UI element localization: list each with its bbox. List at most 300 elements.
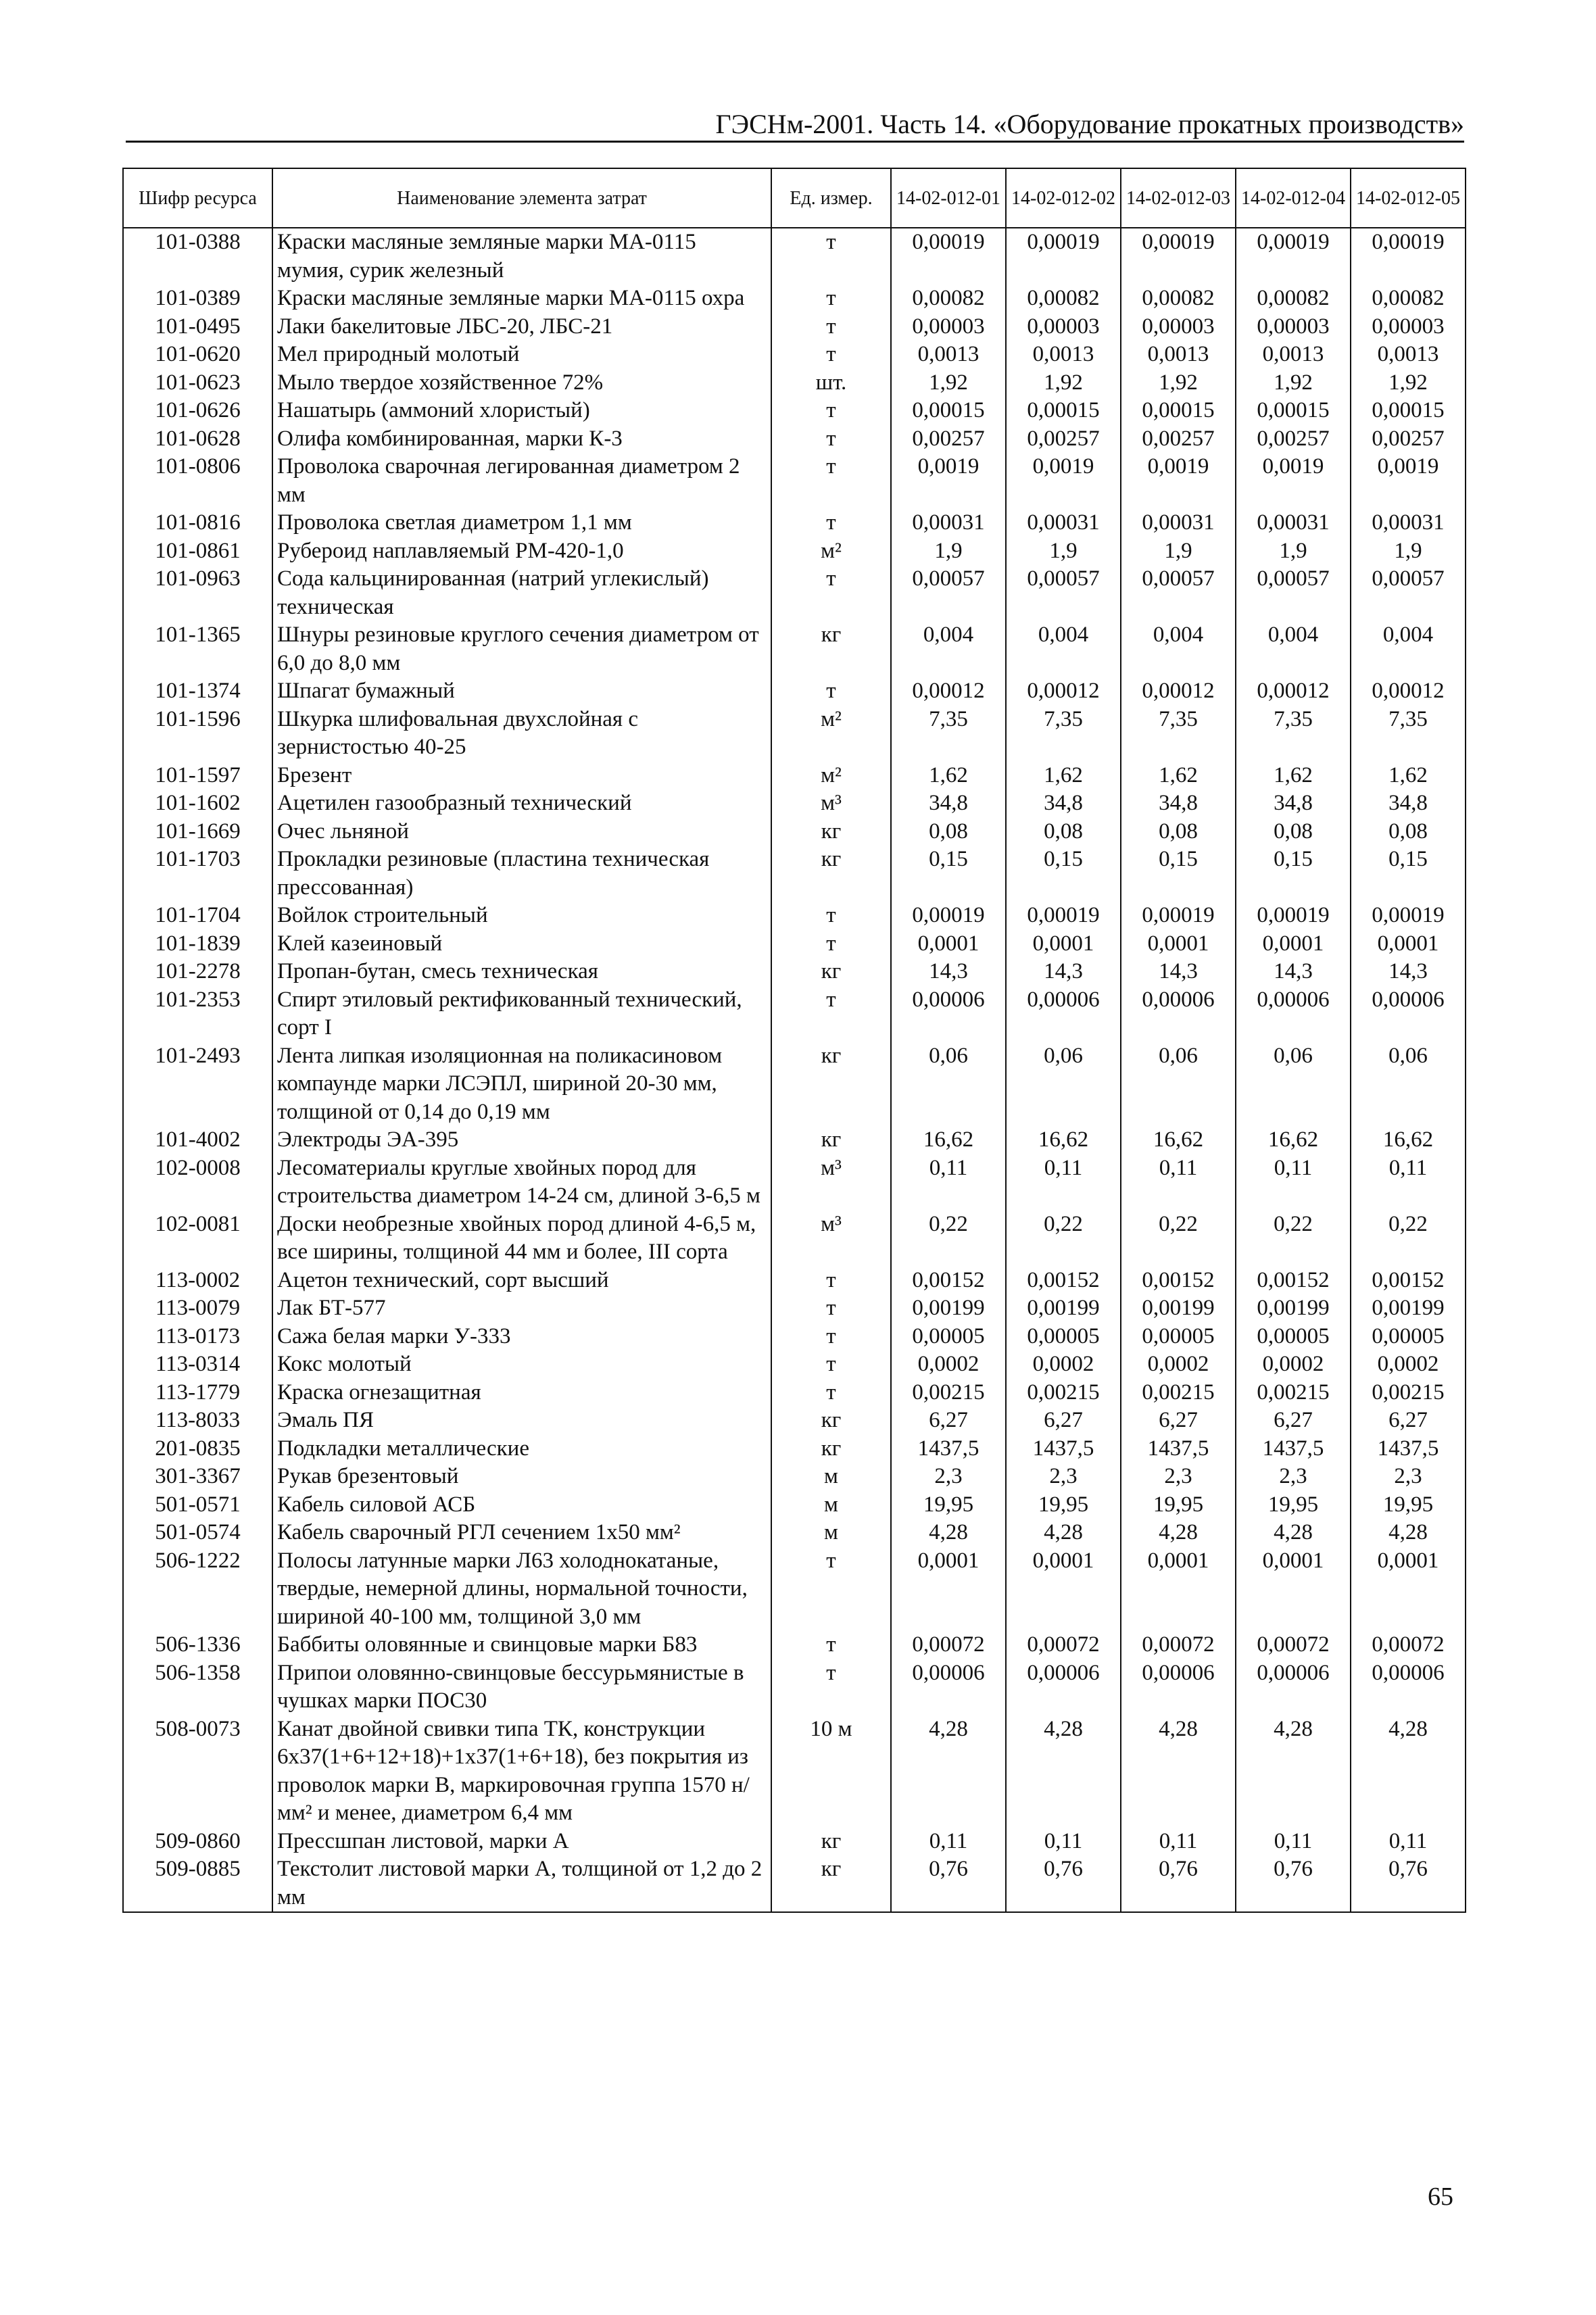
norm-value-cell: 14,3 — [1006, 958, 1121, 986]
resource-name-cell: Краски масляные земляные марки МА-0115 мумия, сурик железный — [272, 228, 771, 285]
norm-value-cell: 0,00031 — [1006, 509, 1121, 537]
norm-value-cell: 0,00019 — [1236, 902, 1351, 930]
column-header-norm: 14-02-012-02 — [1006, 168, 1121, 228]
running-header: ГЭСНм-2001. Часть 14. «Оборудование прокатных производств» — [715, 109, 1464, 139]
unit-cell: кг — [771, 1407, 891, 1435]
table-body — [123, 228, 1466, 1912]
norm-value-cell: 0,00019 — [891, 902, 1006, 930]
resource-code-cell: 509-0860 — [123, 1828, 272, 1856]
unit-cell: т — [771, 425, 891, 454]
norm-value-cell: 2,3 — [1351, 1463, 1466, 1491]
norm-value-cell: 0,00257 — [1121, 425, 1236, 454]
norm-value-cell: 34,8 — [1121, 789, 1236, 818]
resource-name-cell: Кабель сварочный РГЛ сечением 1х50 мм² — [272, 1519, 771, 1547]
unit-cell: кг — [771, 1828, 891, 1856]
table-row — [123, 1463, 1466, 1491]
norm-value-cell: 0,00006 — [891, 1659, 1006, 1715]
norm-value-cell: 0,00005 — [891, 1323, 1006, 1351]
table-row — [123, 1211, 1466, 1267]
norm-value-cell: 1,9 — [1351, 537, 1466, 566]
norm-value-cell: 6,27 — [1006, 1407, 1121, 1435]
norm-value-cell: 0,15 — [891, 846, 1006, 902]
table-row — [123, 1547, 1466, 1632]
norm-value-cell: 4,28 — [1351, 1715, 1466, 1828]
norm-value-cell: 1,62 — [1236, 762, 1351, 790]
norm-value-cell: 14,3 — [891, 958, 1006, 986]
unit-cell: т — [771, 986, 891, 1042]
norm-value-cell: 0,0002 — [1006, 1350, 1121, 1379]
resource-code-cell: 101-1839 — [123, 930, 272, 958]
unit-cell: т — [771, 453, 891, 509]
table-row — [123, 565, 1466, 621]
norm-value-cell: 1,92 — [1236, 369, 1351, 397]
norm-value-cell: 0,00082 — [1236, 285, 1351, 313]
norm-value-cell: 0,00005 — [1006, 1323, 1121, 1351]
resource-name-cell: Баббиты оловянные и свинцовые марки Б83 — [272, 1631, 771, 1659]
unit-cell: м — [771, 1519, 891, 1547]
norm-value-cell: 0,00152 — [1006, 1267, 1121, 1295]
norm-value-cell: 0,08 — [1121, 818, 1236, 846]
norm-value-cell: 16,62 — [1351, 1126, 1466, 1154]
resource-code-cell: 508-0073 — [123, 1715, 272, 1828]
unit-cell: м³ — [771, 1154, 891, 1211]
norm-value-cell: 0,004 — [1351, 621, 1466, 677]
resource-name-cell: Рубероид наплавляемый РМ-420-1,0 — [272, 537, 771, 566]
norm-value-cell: 0,00019 — [1236, 228, 1351, 285]
unit-cell: т — [771, 1350, 891, 1379]
norm-value-cell: 0,00057 — [1351, 565, 1466, 621]
norm-value-cell: 1,92 — [891, 369, 1006, 397]
resource-name-cell: Сода кальцинированная (натрий углекислый) техническая — [272, 565, 771, 621]
unit-cell: м — [771, 1463, 891, 1491]
norm-value-cell: 0,00057 — [1006, 565, 1121, 621]
resource-code-cell: 113-0002 — [123, 1267, 272, 1295]
resource-name-cell: Подкладки металлические — [272, 1435, 771, 1463]
unit-cell: м² — [771, 706, 891, 762]
resource-code-cell: 113-0173 — [123, 1323, 272, 1351]
resource-name-cell: Кокс молотый — [272, 1350, 771, 1379]
norm-value-cell: 1,9 — [891, 537, 1006, 566]
norm-value-cell: 0,76 — [1121, 1855, 1236, 1912]
norm-value-cell: 2,3 — [891, 1463, 1006, 1491]
norm-value-cell: 1437,5 — [1236, 1435, 1351, 1463]
norm-value-cell: 0,0001 — [891, 930, 1006, 958]
norm-value-cell: 0,0013 — [1351, 341, 1466, 369]
resource-name-cell: Мел природный молотый — [272, 341, 771, 369]
unit-cell: т — [771, 1267, 891, 1295]
norm-value-cell: 0,0019 — [1121, 453, 1236, 509]
page-number: 65 — [1428, 2183, 1453, 2211]
norm-value-cell: 0,0019 — [1006, 453, 1121, 509]
norm-value-cell: 4,28 — [1236, 1519, 1351, 1547]
resource-name-cell: Эмаль ПЯ — [272, 1407, 771, 1435]
resource-code-cell: 101-1596 — [123, 706, 272, 762]
norm-value-cell: 0,22 — [1351, 1211, 1466, 1267]
resource-name-cell: Краска огнезащитная — [272, 1379, 771, 1407]
unit-cell: т — [771, 509, 891, 537]
resource-name-cell: Войлок строительный — [272, 902, 771, 930]
resource-code-cell: 113-8033 — [123, 1407, 272, 1435]
resource-name-cell: Канат двойной свивки типа ТК, конструкции 6х37(1+6+12+18)+1х37(1+6+18), без покрытия из проволок марки В, маркировочная группа 1570 н/мм² и менее, диаметром 6,4 мм — [272, 1715, 771, 1828]
norm-value-cell: 4,28 — [891, 1519, 1006, 1547]
norm-value-cell: 0,11 — [1351, 1828, 1466, 1856]
norm-value-cell: 0,06 — [1006, 1042, 1121, 1127]
table-row — [123, 1294, 1466, 1323]
norm-value-cell: 1,62 — [1121, 762, 1236, 790]
norm-value-cell: 0,0001 — [891, 1547, 1006, 1632]
norm-value-cell: 0,0001 — [1006, 930, 1121, 958]
resource-name-cell: Шпагат бумажный — [272, 677, 771, 706]
resource-name-cell: Ацетилен газообразный технический — [272, 789, 771, 818]
table-row — [123, 902, 1466, 930]
norm-value-cell: 0,00082 — [1351, 285, 1466, 313]
norm-value-cell: 1437,5 — [1006, 1435, 1121, 1463]
norm-value-cell: 6,27 — [891, 1407, 1006, 1435]
norm-value-cell: 0,00005 — [1351, 1323, 1466, 1351]
norm-value-cell: 0,22 — [891, 1211, 1006, 1267]
norm-value-cell: 0,08 — [1236, 818, 1351, 846]
norm-value-cell: 19,95 — [891, 1491, 1006, 1519]
norm-value-cell: 0,00057 — [1236, 565, 1351, 621]
table-row — [123, 509, 1466, 537]
norm-value-cell: 16,62 — [1121, 1126, 1236, 1154]
norm-value-cell: 0,00005 — [1121, 1323, 1236, 1351]
unit-cell: т — [771, 1323, 891, 1351]
column-header-norm: 14-02-012-01 — [891, 168, 1006, 228]
table-row — [123, 958, 1466, 986]
resource-name-cell: Нашатырь (аммоний хлористый) — [272, 397, 771, 425]
resource-code-cell: 101-0495 — [123, 313, 272, 341]
table-row — [123, 341, 1466, 369]
resource-code-cell: 101-0620 — [123, 341, 272, 369]
norm-value-cell: 0,76 — [1006, 1855, 1121, 1912]
norm-value-cell: 16,62 — [891, 1126, 1006, 1154]
table-row — [123, 986, 1466, 1042]
norm-value-cell: 0,00215 — [1121, 1379, 1236, 1407]
norm-value-cell: 0,11 — [1006, 1154, 1121, 1211]
table-row — [123, 1519, 1466, 1547]
resource-code-cell: 101-1374 — [123, 677, 272, 706]
resource-name-cell: Клей казеиновый — [272, 930, 771, 958]
norm-value-cell: 0,00072 — [1121, 1631, 1236, 1659]
unit-cell: м² — [771, 537, 891, 566]
norm-value-cell: 0,0002 — [891, 1350, 1006, 1379]
norm-value-cell: 0,00006 — [891, 986, 1006, 1042]
unit-cell: т — [771, 902, 891, 930]
resource-code-cell: 101-0963 — [123, 565, 272, 621]
norm-value-cell: 0,11 — [1121, 1154, 1236, 1211]
resource-name-cell: Полосы латунные марки Л63 холоднокатаные, твердые, немерной длины, нормальной точности, шириной 40-100 мм, толщиной 3,0 мм — [272, 1547, 771, 1632]
resource-name-cell: Лента липкая изоляционная на поликасиновом компаунде марки ЛСЭПЛ, шириной 20-30 мм, толщиной от 0,14 до 0,19 мм — [272, 1042, 771, 1127]
resource-code-cell: 501-0571 — [123, 1491, 272, 1519]
norm-value-cell: 0,00006 — [1121, 986, 1236, 1042]
column-header-code: Шифр ресурса — [123, 168, 272, 228]
unit-cell: кг — [771, 1435, 891, 1463]
table-row — [123, 1154, 1466, 1211]
norm-value-cell: 7,35 — [1351, 706, 1466, 762]
norm-value-cell: 0,00199 — [1236, 1294, 1351, 1323]
resource-name-cell: Прессшпан листовой, марки А — [272, 1828, 771, 1856]
norm-value-cell: 0,11 — [1351, 1154, 1466, 1211]
norm-value-cell: 0,06 — [1351, 1042, 1466, 1127]
resource-name-cell: Проволока сварочная легированная диаметром 2 мм — [272, 453, 771, 509]
norm-value-cell: 34,8 — [1236, 789, 1351, 818]
norm-value-cell: 1,9 — [1236, 537, 1351, 566]
norm-value-cell: 4,28 — [891, 1715, 1006, 1828]
norm-value-cell: 0,0013 — [891, 341, 1006, 369]
resource-name-cell: Пропан-бутан, смесь техническая — [272, 958, 771, 986]
norm-value-cell: 1437,5 — [1121, 1435, 1236, 1463]
unit-cell: т — [771, 285, 891, 313]
norm-value-cell: 2,3 — [1236, 1463, 1351, 1491]
table-row — [123, 677, 1466, 706]
norm-value-cell: 2,3 — [1006, 1463, 1121, 1491]
norm-value-cell: 1437,5 — [891, 1435, 1006, 1463]
norm-value-cell: 0,00082 — [1006, 285, 1121, 313]
unit-cell: шт. — [771, 369, 891, 397]
resource-code-cell: 101-1669 — [123, 818, 272, 846]
unit-cell: т — [771, 341, 891, 369]
unit-cell: т — [771, 565, 891, 621]
unit-cell: кг — [771, 958, 891, 986]
resource-name-cell: Лак БТ-577 — [272, 1294, 771, 1323]
unit-cell: м³ — [771, 1211, 891, 1267]
norm-value-cell: 1437,5 — [1351, 1435, 1466, 1463]
norm-value-cell: 0,00019 — [1006, 228, 1121, 285]
norm-value-cell: 0,00152 — [1236, 1267, 1351, 1295]
norm-value-cell: 0,11 — [1121, 1828, 1236, 1856]
norm-value-cell: 0,00019 — [891, 228, 1006, 285]
resource-code-cell: 506-1358 — [123, 1659, 272, 1715]
table-row — [123, 1659, 1466, 1715]
table-row — [123, 1350, 1466, 1379]
resource-code-cell: 101-0626 — [123, 397, 272, 425]
norm-value-cell: 19,95 — [1236, 1491, 1351, 1519]
table-row — [123, 285, 1466, 313]
unit-cell: т — [771, 1659, 891, 1715]
norm-value-cell: 0,004 — [1121, 621, 1236, 677]
norm-value-cell: 0,0019 — [1236, 453, 1351, 509]
norm-value-cell: 0,0001 — [1121, 930, 1236, 958]
norm-value-cell: 0,0001 — [1236, 930, 1351, 958]
norm-value-cell: 14,3 — [1236, 958, 1351, 986]
unit-cell: т — [771, 228, 891, 285]
norm-value-cell: 0,00199 — [1351, 1294, 1466, 1323]
norm-value-cell: 0,00006 — [1121, 1659, 1236, 1715]
norm-value-cell: 0,00019 — [1006, 902, 1121, 930]
norm-value-cell: 0,00257 — [1006, 425, 1121, 454]
norm-value-cell: 19,95 — [1121, 1491, 1236, 1519]
norm-value-cell: 0,00072 — [1236, 1631, 1351, 1659]
table-row — [123, 228, 1466, 285]
norm-value-cell: 0,00019 — [1351, 228, 1466, 285]
norm-value-cell: 2,3 — [1121, 1463, 1236, 1491]
resource-name-cell: Электроды ЭА-395 — [272, 1126, 771, 1154]
norm-value-cell: 0,00257 — [891, 425, 1006, 454]
norm-value-cell: 0,22 — [1121, 1211, 1236, 1267]
norm-value-cell: 0,00015 — [1006, 397, 1121, 425]
norm-value-cell: 0,0001 — [1121, 1547, 1236, 1632]
resource-code-cell: 102-0081 — [123, 1211, 272, 1267]
norm-value-cell: 0,00215 — [1006, 1379, 1121, 1407]
column-header-norm: 14-02-012-04 — [1236, 168, 1351, 228]
resource-code-cell: 101-1704 — [123, 902, 272, 930]
norm-value-cell: 0,06 — [1236, 1042, 1351, 1127]
norm-value-cell: 0,00215 — [891, 1379, 1006, 1407]
unit-cell: кг — [771, 818, 891, 846]
norm-value-cell: 4,28 — [1121, 1519, 1236, 1547]
norm-value-cell: 0,00003 — [1121, 313, 1236, 341]
resource-cost-table — [122, 168, 1466, 1913]
norm-value-cell: 0,004 — [1006, 621, 1121, 677]
norm-value-cell: 4,28 — [1351, 1519, 1466, 1547]
norm-value-cell: 0,00012 — [1351, 677, 1466, 706]
norm-value-cell: 6,27 — [1236, 1407, 1351, 1435]
resource-code-cell: 101-4002 — [123, 1126, 272, 1154]
norm-value-cell: 16,62 — [1006, 1126, 1121, 1154]
table-row — [123, 397, 1466, 425]
column-header-unit: Ед. измер. — [771, 168, 891, 228]
norm-value-cell: 0,00152 — [891, 1267, 1006, 1295]
resource-code-cell: 101-0628 — [123, 425, 272, 454]
table-header-row — [123, 168, 1466, 228]
resource-code-cell: 101-1602 — [123, 789, 272, 818]
norm-value-cell: 1,92 — [1121, 369, 1236, 397]
norm-value-cell: 0,0013 — [1121, 341, 1236, 369]
unit-cell: м — [771, 1491, 891, 1519]
table-row — [123, 1042, 1466, 1127]
norm-value-cell: 0,22 — [1236, 1211, 1351, 1267]
table-row — [123, 1715, 1466, 1828]
norm-value-cell: 0,00006 — [1006, 986, 1121, 1042]
norm-value-cell: 1,9 — [1121, 537, 1236, 566]
norm-value-cell: 7,35 — [1121, 706, 1236, 762]
resource-name-cell: Брезент — [272, 762, 771, 790]
norm-value-cell: 0,00003 — [1351, 313, 1466, 341]
norm-value-cell: 0,08 — [1351, 818, 1466, 846]
norm-value-cell: 0,00006 — [1006, 1659, 1121, 1715]
resource-code-cell: 506-1222 — [123, 1547, 272, 1632]
norm-value-cell: 0,00215 — [1236, 1379, 1351, 1407]
resource-code-cell: 101-2278 — [123, 958, 272, 986]
norm-value-cell: 1,62 — [891, 762, 1006, 790]
norm-value-cell: 0,00031 — [1236, 509, 1351, 537]
resource-code-cell: 201-0835 — [123, 1435, 272, 1463]
norm-value-cell: 0,06 — [891, 1042, 1006, 1127]
table-row — [123, 1407, 1466, 1435]
resource-name-cell: Текстолит листовой марки А, толщиной от 1,2 до 2 мм — [272, 1855, 771, 1912]
resource-name-cell: Доски необрезные хвойных пород длиной 4-6,5 м, все ширины, толщиной 44 мм и более, III сорта — [272, 1211, 771, 1267]
norm-value-cell: 0,0001 — [1236, 1547, 1351, 1632]
norm-value-cell: 0,76 — [891, 1855, 1006, 1912]
norm-value-cell: 0,00257 — [1351, 425, 1466, 454]
column-header-name: Наименование элемента затрат — [272, 168, 771, 228]
norm-value-cell: 0,0019 — [1351, 453, 1466, 509]
unit-cell: кг — [771, 846, 891, 902]
norm-value-cell: 0,00072 — [1006, 1631, 1121, 1659]
resource-name-cell: Прокладки резиновые (пластина техническая прессованная) — [272, 846, 771, 902]
norm-value-cell: 0,0002 — [1351, 1350, 1466, 1379]
resource-code-cell: 101-0623 — [123, 369, 272, 397]
column-header-norm: 14-02-012-05 — [1351, 168, 1466, 228]
norm-value-cell: 0,15 — [1006, 846, 1121, 902]
unit-cell: т — [771, 397, 891, 425]
resource-name-cell: Шнуры резиновые круглого сечения диаметром от 6,0 до 8,0 мм — [272, 621, 771, 677]
table-row — [123, 1828, 1466, 1856]
table-row — [123, 1855, 1466, 1912]
norm-value-cell: 0,15 — [1351, 846, 1466, 902]
resource-code-cell: 101-0388 — [123, 228, 272, 285]
norm-value-cell: 0,00003 — [1236, 313, 1351, 341]
table-row — [123, 453, 1466, 509]
resource-name-cell: Рукав брезентовый — [272, 1463, 771, 1491]
norm-value-cell: 0,0002 — [1121, 1350, 1236, 1379]
resource-name-cell: Лаки бакелитовые ЛБС-20, ЛБС-21 — [272, 313, 771, 341]
unit-cell: т — [771, 1379, 891, 1407]
norm-value-cell: 0,00152 — [1121, 1267, 1236, 1295]
resource-name-cell: Краски масляные земляные марки МА-0115 охра — [272, 285, 771, 313]
norm-value-cell: 0,00019 — [1121, 228, 1236, 285]
norm-value-cell: 4,28 — [1006, 1519, 1121, 1547]
resource-code-cell: 501-0574 — [123, 1519, 272, 1547]
header-rule — [126, 141, 1464, 143]
norm-value-cell: 7,35 — [1236, 706, 1351, 762]
norm-value-cell: 0,00012 — [891, 677, 1006, 706]
unit-cell: т — [771, 930, 891, 958]
table-row — [123, 789, 1466, 818]
norm-value-cell: 0,00031 — [1351, 509, 1466, 537]
norm-value-cell: 0,22 — [1006, 1211, 1121, 1267]
table-row — [123, 621, 1466, 677]
norm-value-cell: 0,00057 — [891, 565, 1006, 621]
norm-value-cell: 0,00031 — [1121, 509, 1236, 537]
unit-cell: кг — [771, 1126, 891, 1154]
table-row — [123, 818, 1466, 846]
table-row — [123, 706, 1466, 762]
norm-value-cell: 19,95 — [1006, 1491, 1121, 1519]
norm-value-cell: 1,92 — [1006, 369, 1121, 397]
norm-value-cell: 4,28 — [1236, 1715, 1351, 1828]
norm-value-cell: 0,00006 — [1236, 986, 1351, 1042]
norm-value-cell: 0,00012 — [1236, 677, 1351, 706]
norm-value-cell: 0,00003 — [891, 313, 1006, 341]
norm-value-cell: 0,00019 — [1121, 902, 1236, 930]
norm-value-cell: 4,28 — [1006, 1715, 1121, 1828]
norm-value-cell: 0,76 — [1351, 1855, 1466, 1912]
table-row — [123, 1267, 1466, 1295]
unit-cell: м³ — [771, 789, 891, 818]
unit-cell: кг — [771, 1042, 891, 1127]
norm-value-cell: 0,00003 — [1006, 313, 1121, 341]
unit-cell: т — [771, 313, 891, 341]
norm-value-cell: 19,95 — [1351, 1491, 1466, 1519]
norm-value-cell: 0,00057 — [1121, 565, 1236, 621]
norm-value-cell: 34,8 — [891, 789, 1006, 818]
norm-value-cell: 0,06 — [1121, 1042, 1236, 1127]
norm-value-cell: 0,00082 — [891, 285, 1006, 313]
norm-value-cell: 0,00199 — [1006, 1294, 1121, 1323]
resource-code-cell: 506-1336 — [123, 1631, 272, 1659]
norm-value-cell: 0,00257 — [1236, 425, 1351, 454]
norm-value-cell: 0,0019 — [891, 453, 1006, 509]
resource-code-cell: 101-2493 — [123, 1042, 272, 1127]
resource-code-cell: 102-0008 — [123, 1154, 272, 1211]
norm-value-cell: 0,00082 — [1121, 285, 1236, 313]
resource-name-cell: Спирт этиловый ректификованный технический, сорт I — [272, 986, 771, 1042]
unit-cell: т — [771, 1547, 891, 1632]
norm-value-cell: 1,62 — [1351, 762, 1466, 790]
norm-value-cell: 1,92 — [1351, 369, 1466, 397]
